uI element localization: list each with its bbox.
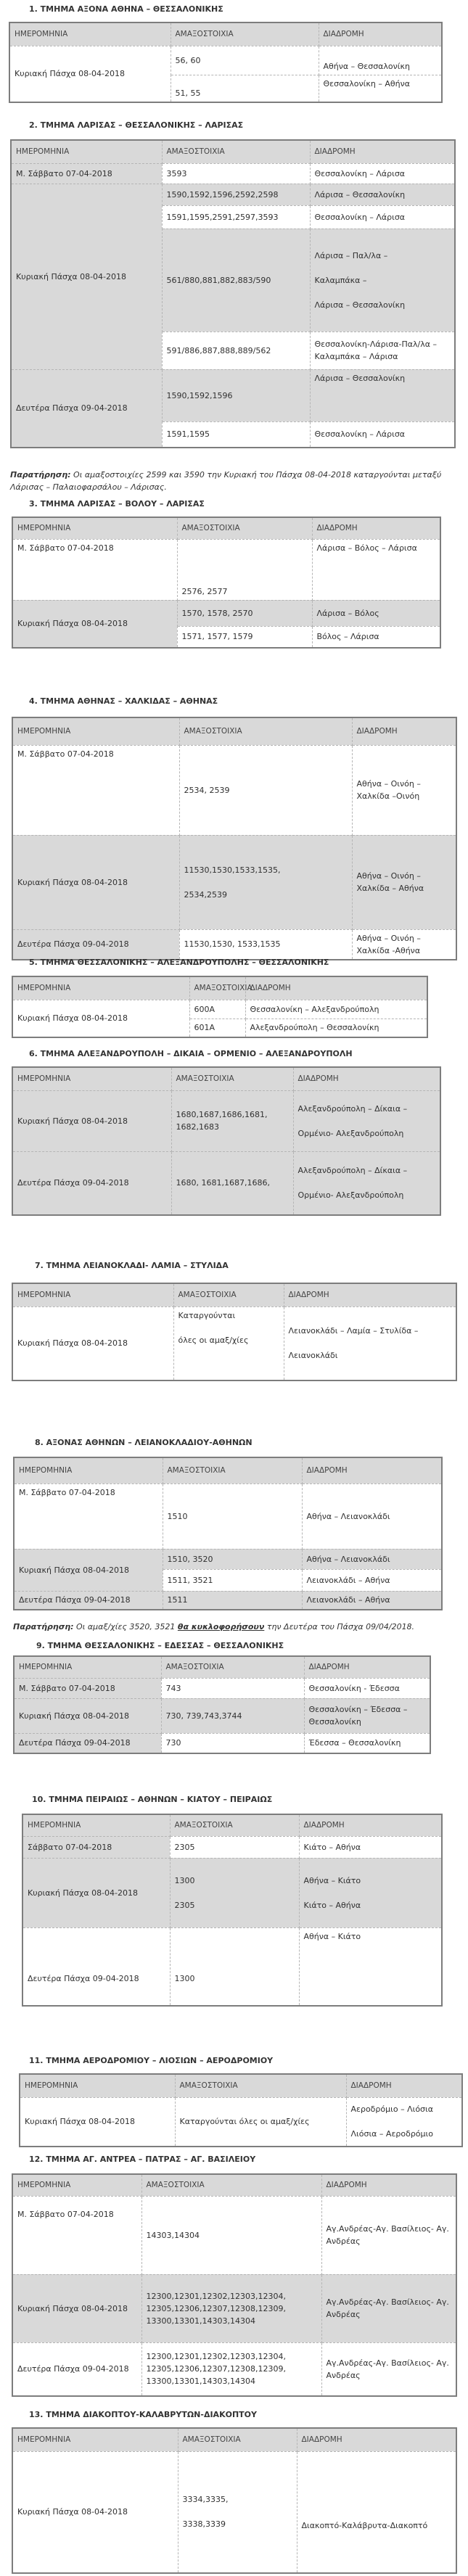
route-line: Λάρισα – Παλ/λα – [314, 250, 388, 260]
section-11-table [19, 2073, 463, 2147]
header-date: ΗΜΕΡΟΜΗΝΙΑ [12, 517, 177, 539]
header-train: ΑΜΑΞΟΣΤΟΙΧΙΑ [178, 2428, 297, 2451]
date-cell: Δευτέρα Πάσχα 09-04-2018 [22, 1927, 170, 2006]
table-row [22, 1836, 442, 1858]
route-cell: Θεσσαλονίκη – Λάρισα [310, 421, 455, 448]
route-line: Αγ.Ανδρέας-Αγ. Βασίλειος- Αγ. [326, 2297, 449, 2307]
train-cell [173, 1306, 284, 1380]
train-cell: 601Α [189, 1019, 245, 1037]
table-row [20, 2097, 462, 2147]
note-label: Παρατήρηση: [13, 1622, 74, 1631]
train-cell: 1510 [163, 1484, 302, 1549]
header-train: ΑΜΑΞΟΣΤΟΙΧΙΑ [189, 976, 245, 1000]
train-line: 13300,13301,14303,14304 [146, 2316, 255, 2326]
header-date: ΗΜΕΡΟΜΗΝΙΑ [11, 140, 162, 163]
table-header-row [12, 517, 440, 539]
date-cell: Κυριακή Πάσχα 08-04-2018 [9, 46, 171, 102]
table-header-row [14, 1656, 430, 1678]
train-cell: Καταργούνται όλες οι αμαξ/χίες [175, 2097, 346, 2147]
train-cell: 3593 [162, 163, 310, 184]
header-route: ΔΙΑΔΡΟΜΗ [299, 1814, 442, 1836]
date-cell: Δευτέρα Πάσχα 09-04-2018 [14, 1733, 161, 1753]
train-cell: 1570, 1578, 2570 [177, 600, 312, 626]
train-line: 2305 [174, 1900, 195, 1910]
section-9-table [13, 1655, 431, 1754]
section-10-table [22, 1814, 443, 2007]
table-row [12, 745, 456, 835]
route-cell [321, 2274, 456, 2342]
section-6-table [12, 1066, 441, 1216]
section-13-title: 13. ΤΜΗΜΑ ΔΙΑΚΟΠΤΟΥ-ΚΑΛΑΒΡΥΤΩΝ-ΔΙΑΚΟΠΤΟΥ [29, 2410, 257, 2419]
header-date: ΗΜΕΡΟΜΗΝΙΑ [12, 2428, 178, 2451]
header-train: ΑΜΑΞΟΣΤΟΙΧΙΑ [179, 717, 352, 745]
section-7-table [12, 1283, 457, 1381]
route-cell [310, 332, 455, 369]
train-cell: 730, 739,743,3744 [161, 1698, 304, 1733]
section-8-note [13, 1621, 456, 1633]
table-row [11, 369, 455, 421]
header-train: ΑΜΑΞΟΣΤΟΙΧΙΑ [162, 140, 310, 163]
train-cell: 1511, 3521 [163, 1569, 302, 1591]
section-10-title: 10. ΤΜΗΜΑ ΠΕΙΡΑΙΩΣ – ΑΘΗΝΩΝ – ΚΙΑΤΟΥ – ΠΕΙΡΑΙΩΣ [32, 1795, 273, 1804]
train-cell: 1511 [163, 1591, 302, 1610]
header-route: ΔΙΑΔΡΟΜΗ [352, 717, 456, 745]
section-13-table [12, 2427, 457, 2574]
route-line: Λάρισα – Θεσσαλονίκη [314, 300, 406, 310]
header-train: ΑΜΑΞΟΣΤΟΙΧΙΑ [173, 1283, 284, 1306]
train-cell: 1591,1595 [162, 421, 310, 448]
date-cell: Κυριακή Πάσχα 08-04-2018 [14, 1698, 161, 1733]
route-cell: Διακοπτό-Καλάβρυτα-Διακοπτό [297, 2451, 456, 2573]
route-cell: Κιάτο – Αθήνα [299, 1836, 442, 1858]
train-line: 11530,1530,1533,1535, [184, 865, 281, 875]
train-line: 3334,3335, [182, 2495, 229, 2505]
train-cell: 2305 [170, 1836, 299, 1858]
route-line: Ανδρέας [326, 2236, 361, 2246]
table-header-row [22, 1814, 442, 1836]
route-line: Ανδρέας [326, 2310, 361, 2319]
route-cell: Λειανοκλάδι – Αθήνα [302, 1591, 442, 1610]
header-route: ΔΙΑΔΡΟΜΗ [346, 2074, 462, 2097]
header-date: ΗΜΕΡΟΜΗΝΙΑ [9, 22, 171, 46]
table-row [12, 2196, 456, 2274]
route-cell [310, 229, 455, 332]
train-cell: 2534, 2539 [179, 745, 352, 835]
table-row [12, 835, 456, 929]
route-cell: Αθήνα – Οινόη – Χαλκίδα -Αθήνα [352, 929, 456, 960]
train-line: 12300,12301,12302,12303,12304, [146, 2352, 286, 2362]
section-3-table [12, 517, 441, 649]
date-cell: Δευτέρα Πάσχα 09-04-2018 [12, 2342, 141, 2396]
table-row [14, 1733, 430, 1753]
date-cell: Μ. Σάββατο 07-04-2018 [14, 1678, 161, 1698]
route-line: Ανδρέας [326, 2370, 361, 2380]
date-cell: Μ. Σάββατο 07-04-2018 [11, 163, 162, 184]
section-4-title: 4. ΤΜΗΜΑ ΑΘΗΝΑΣ – ΧΑΛΚΙΔΑΣ – ΑΘΗΝΑΣ [29, 696, 218, 706]
date-cell: Κυριακή Πάσχα 08-04-2018 [12, 1306, 173, 1380]
date-cell: Κυριακή Πάσχα 08-04-2018 [12, 2274, 141, 2342]
route-line: Ορμένιο- Αλεξανδρούπολη [297, 1128, 404, 1138]
train-cell: 14303,14304 [141, 2196, 321, 2274]
train-line: 1300 [174, 1875, 195, 1885]
route-cell: Αθήνα – Κιάτο [299, 1927, 442, 2006]
table-row [12, 1306, 456, 1380]
date-cell: Κυριακή Πάσχα 08-04-2018 [12, 1000, 189, 1037]
train-cell: 561/880,881,882,883/590 [162, 229, 310, 332]
section-7-title: 7. ΤΜΗΜΑ ΛΕΙΑΝΟΚΛΑΔΙ- ΛΑΜΙΑ – ΣΤΥΛΙΔΑ [35, 1261, 229, 1270]
table-header-row [12, 1283, 456, 1306]
table-row [12, 2274, 456, 2342]
table-row [11, 163, 455, 184]
route-line: Θεσσαλονίκη-Λάρισα-Παλ/λα – [314, 340, 437, 349]
table-header-row [11, 140, 455, 163]
note-text: την Δευτέρα του Πάσχα 09/04/2018. [264, 1622, 415, 1631]
date-cell: Κυριακή Πάσχα 08-04-2018 [12, 600, 177, 648]
table-header-row [12, 717, 456, 745]
train-cell: 2576, 2577 [177, 539, 312, 600]
header-date: ΗΜΕΡΟΜΗΝΙΑ [12, 717, 179, 745]
route-line: Αλεξανδρούπολη – Δίκαια – [297, 1166, 408, 1176]
table-header-row [12, 1067, 440, 1090]
route-line: Λιόσια – Αεροδρόμιο [350, 2129, 433, 2139]
section-8-title: 8. ΑΞΟΝΑΣ ΑΘΗΝΩΝ – ΛΕΙΑΝΟΚΛΑΔΙΟΥ-ΑΘΗΝΩΝ [35, 1438, 253, 1447]
section-5-table [12, 976, 428, 1038]
section-8-table [13, 1457, 443, 1610]
section-12-title: 12. ΤΜΗΜΑ ΑΓ. ΑΝΤΡΕΑ – ΠΑΤΡΑΣ – ΑΓ. ΒΑΣΙΛΕΙΟΥ [29, 2155, 256, 2164]
section-2-table [10, 139, 456, 448]
route-cell [293, 1151, 440, 1215]
route-line: Ορμένιο- Αλεξανδρούπολη [297, 1190, 404, 1201]
route-cell: Θεσσαλονίκη – Αθήνα [319, 75, 442, 102]
date-cell: Δευτέρα Πάσχα 09-04-2018 [12, 929, 179, 960]
train-line: όλες οι αμαξ/χίες [178, 1335, 249, 1345]
route-cell: Λειανοκλάδι – Αθήνα [302, 1569, 442, 1591]
train-cell: 1680, 1681,1687,1686, [171, 1151, 293, 1215]
header-route: ΔΙΑΔΡΟΜΗ [321, 2174, 456, 2196]
header-route: ΔΙΑΔΡΟΜΗ [293, 1067, 440, 1090]
note-emphasis: θα κυκλοφορήσουν [177, 1622, 265, 1631]
train-line: 1682,1683 [176, 1122, 219, 1132]
table-row [14, 1698, 430, 1733]
train-cell: 1510, 3520 [163, 1549, 302, 1569]
table-row [12, 539, 440, 600]
date-cell: Δευτέρα Πάσχα 09-04-2018 [12, 1151, 171, 1215]
train-cell: 56, 60 [171, 46, 319, 75]
route-line: Αθήνα – Κιάτο [303, 1875, 361, 1885]
table-row [12, 2451, 456, 2573]
train-cell: 11530,1530, 1533,1535 [179, 929, 352, 960]
route-cell [284, 1306, 456, 1380]
date-cell: Κυριακή Πάσχα 08-04-2018 [22, 1858, 170, 1927]
route-cell: Αθήνα – Οινόη – Χαλκίδα –Οινόη [352, 745, 456, 835]
table-row [12, 929, 456, 960]
route-line: Αγ.Ανδρέας-Αγ. Βασίλειος- Αγ. [326, 2224, 449, 2234]
route-line: Καλαμπάκα – [314, 275, 367, 285]
route-cell: Βόλος – Λάρισα [312, 626, 440, 648]
route-cell: Αλεξανδρούπολη – Θεσσαλονίκη [245, 1019, 427, 1037]
route-cell: Αθήνα – Λειανοκλάδι [302, 1484, 442, 1549]
train-cell [178, 2451, 297, 2573]
route-cell: Θεσσαλονίκη - Έδεσσα [304, 1678, 430, 1698]
route-cell: Λάρισα – Βόλος – Λάρισα [312, 539, 440, 600]
note-label: Παρατήρηση: [10, 470, 71, 480]
route-cell [293, 1090, 440, 1151]
table-row [14, 1549, 442, 1569]
date-cell: Κυριακή Πάσχα 08-04-2018 [12, 835, 179, 929]
header-train: ΑΜΑΞΟΣΤΟΙΧΙΑ [171, 1067, 293, 1090]
section-5-title: 5. ΤΜΗΜΑ ΘΕΣΣΑΛΟΝΙΚΗΣ – ΑΛΕΞΑΝΔΡΟΥΠΟΛΗΣ – ΘΕΣΣΑΛΟΝΙΚΗΣ [29, 958, 329, 967]
train-line: 13300,13301,14303,14304 [146, 2377, 255, 2387]
note-text: Λάρισας – Παλαιοφαρσάλου – Λάρισας. [10, 482, 167, 493]
header-route: ΔΙΑΔΡΟΜΗ [297, 2428, 456, 2451]
header-date: ΗΜΕΡΟΜΗΝΙΑ [14, 1457, 163, 1484]
train-cell: 1590,1592,1596,2592,2598 [162, 184, 310, 205]
train-cell: 600Α [189, 1000, 245, 1019]
note-text: Οι αμαξοστοιχίες 2599 και 3590 την Κυριακή του Πάσχα 08-04-2018 καταργούνται μεταξύ [70, 470, 442, 480]
note-text: Οι αμαξ/χίες 3520, 3521 [73, 1622, 178, 1631]
route-cell: Θεσσαλονίκη – Λάρισα [310, 205, 455, 229]
header-train: ΑΜΑΞΟΣΤΟΙΧΙΑ [177, 517, 312, 539]
train-cell [170, 1858, 299, 1927]
route-line: Καλαμπάκα – Λάρισα [314, 352, 398, 361]
train-line: 2534,2539 [184, 889, 227, 900]
route-cell: Αθήνα – Λειανοκλάδι [302, 1549, 442, 1569]
train-line: 12300,12301,12302,12303,12304, [146, 2291, 286, 2301]
table-header-row [12, 2428, 456, 2451]
date-cell: Σάββατο 07-04-2018 [22, 1836, 170, 1858]
header-train: ΑΜΑΞΟΣΤΟΙΧΙΑ [170, 1814, 299, 1836]
route-cell [321, 2196, 456, 2274]
header-route: ΔΙΑΔΡΟΜΗ [304, 1656, 430, 1678]
route-cell: Λάρισα – Θεσσαλονίκη [310, 184, 455, 205]
table-row [9, 46, 442, 75]
train-cell [141, 2274, 321, 2342]
table-header-row [9, 22, 442, 46]
table-header-row [20, 2074, 462, 2097]
route-line: Θεσσαλονίκη [308, 1717, 361, 1727]
header-train: ΑΜΑΞΟΣΤΟΙΧΙΑ [163, 1457, 302, 1484]
table-row [14, 1678, 430, 1698]
table-row [22, 1858, 442, 1927]
table-header-row [12, 2174, 456, 2196]
header-date: ΗΜΕΡΟΜΗΝΙΑ [22, 1814, 170, 1836]
table-row [11, 184, 455, 205]
route-cell: Θεσσαλονίκη – Λάρισα [310, 163, 455, 184]
train-cell: 1590,1592,1596 [162, 369, 310, 421]
date-cell: Δευτέρα Πάσχα 09-04-2018 [14, 1591, 163, 1610]
train-cell: 1300 [170, 1927, 299, 2006]
train-cell [171, 1090, 293, 1151]
header-date: ΗΜΕΡΟΜΗΝΙΑ [12, 976, 189, 1000]
section-2-title: 2. ΤΜΗΜΑ ΛΑΡΙΣΑΣ – ΘΕΣΣΑΛΟΝΙΚΗΣ – ΛΑΡΙΣΑΣ [29, 120, 244, 130]
table-row [12, 2342, 456, 2396]
date-cell: Κυριακή Πάσχα 08-04-2018 [20, 2097, 175, 2147]
route-line: Αγ.Ανδρέας-Αγ. Βασίλειος- Αγ. [326, 2358, 449, 2368]
train-line: 1680,1687,1686,1681, [176, 1110, 268, 1119]
header-route: ΔΙΑΔΡΟΜΗ [284, 1283, 456, 1306]
table-row [12, 1090, 440, 1151]
train-cell: 730 [161, 1733, 304, 1753]
train-cell [141, 2342, 321, 2396]
train-cell [179, 835, 352, 929]
section-2-note [10, 469, 454, 493]
header-date: ΗΜΕΡΟΜΗΝΙΑ [20, 2074, 175, 2097]
route-cell: Αθήνα – Θεσσαλονίκη [319, 46, 442, 75]
section-1-title: 1. ΤΜΗΜΑ ΑΞΟΝΑ ΑΘΗΝΑ – ΘΕΣΣΑΛΟΝΙΚΗΣ [29, 4, 223, 14]
section-4-table [12, 717, 457, 960]
table-row [12, 600, 440, 626]
header-route: ΔΙΑΔΡΟΜΗ [319, 22, 442, 46]
date-cell: Δευτέρα Πάσχα 09-04-2018 [11, 369, 162, 448]
train-cell: 1571, 1577, 1579 [177, 626, 312, 648]
route-cell: Λάρισα – Βόλος [312, 600, 440, 626]
table-row [22, 1927, 442, 2006]
train-line: Καταργούνται [178, 1310, 236, 1320]
route-cell [321, 2342, 456, 2396]
header-train: ΑΜΑΞΟΣΤΟΙΧΙΑ [141, 2174, 321, 2196]
section-9-title: 9. ΤΜΗΜΑ ΘΕΣΣΑΛΟΝΙΚΗΣ – ΕΔΕΣΣΑΣ – ΘΕΣΣΑΛΟΝΙΚΗΣ [36, 1641, 284, 1650]
train-line: 12305,12306,12307,12308,12309, [146, 2303, 286, 2313]
section-11-title: 11. ΤΜΗΜΑ ΑΕΡΟΔΡΟΜΙΟΥ – ΛΙΟΣΙΩΝ – ΑΕΡΟΔΡΟΜΙΟΥ [29, 2056, 274, 2065]
header-date: ΗΜΕΡΟΜΗΝΙΑ [12, 1283, 173, 1306]
table-row [12, 1151, 440, 1215]
train-line: 3338,3339 [182, 2519, 226, 2530]
date-cell: Κυριακή Πάσχα 08-04-2018 [14, 1549, 163, 1591]
train-cell: 743 [161, 1678, 304, 1698]
table-row [14, 1591, 442, 1610]
header-route: ΔΙΑΔΡΟΜΗ [312, 517, 440, 539]
header-train: ΑΜΑΞΟΣΤΟΙΧΙΑ [175, 2074, 346, 2097]
date-cell: Μ. Σάββατο 07-04-2018 [14, 1484, 163, 1549]
route-cell [299, 1858, 442, 1927]
route-cell [346, 2097, 462, 2147]
route-cell [304, 1698, 430, 1733]
route-line: Αεροδρόμιο – Λιόσια [350, 2104, 433, 2115]
section-6-title: 6. ΤΜΗΜΑ ΑΛΕΞΑΝΔΡΟΥΠΟΛΗ – ΔΙΚΑΙΑ – ΟΡΜΕΝΙΟ – ΑΛΕΞΑΝΔΡΟΥΠΟΛΗ [29, 1049, 353, 1058]
route-line: Θεσσαλονίκη – Έδεσσα – [308, 1705, 408, 1714]
train-cell: 1591,1595,2591,2597,3593 [162, 205, 310, 229]
header-date: ΗΜΕΡΟΜΗΝΙΑ [12, 2174, 141, 2196]
route-line: Κιάτο – Αθήνα [303, 1900, 361, 1910]
route-cell: Θεσσαλονίκη – Αλεξανδρούπολη [245, 1000, 427, 1019]
header-route: ΔΙΑΔΡΟΜΗ [310, 140, 455, 163]
table-header-row [14, 1457, 442, 1484]
header-route: ΔΙΑΔΡΟΜΗ [245, 976, 427, 1000]
header-train: ΑΜΑΞΟΣΤΟΙΧΙΑ [171, 22, 319, 46]
section-1-table [9, 22, 443, 103]
section-12-table [12, 2173, 457, 2397]
route-cell: Λάρισα – Θεσσαλονίκη [310, 369, 455, 421]
train-cell: 591/886,887,888,889/562 [162, 332, 310, 369]
table-row [14, 1484, 442, 1549]
date-cell: Μ. Σάββατο 07-04-2018 [12, 539, 177, 600]
route-line: Λειανοκλάδι [288, 1351, 338, 1361]
header-train: ΑΜΑΞΟΣΤΟΙΧΙΑ [161, 1656, 304, 1678]
train-line: 12305,12306,12307,12308,12309, [146, 2364, 286, 2374]
route-line: Αλεξανδρούπολη – Δίκαια – [297, 1103, 408, 1114]
header-date: ΗΜΕΡΟΜΗΝΙΑ [14, 1656, 161, 1678]
route-line: Λειανοκλάδι – Λαμία – Στυλίδα – [288, 1326, 419, 1336]
table-row [12, 1000, 427, 1019]
section-3-title: 3. ΤΜΗΜΑ ΛΑΡΙΣΑΣ – ΒΟΛΟΥ – ΛΑΡΙΣΑΣ [29, 499, 205, 509]
header-date: ΗΜΕΡΟΜΗΝΙΑ [12, 1067, 171, 1090]
train-cell: 51, 55 [171, 75, 319, 102]
date-cell: Κυριακή Πάσχα 08-04-2018 [12, 2451, 178, 2573]
header-route: ΔΙΑΔΡΟΜΗ [302, 1457, 442, 1484]
date-cell: Μ. Σάββατο 07-04-2018 [12, 2196, 141, 2274]
date-cell: Κυριακή Πάσχα 08-04-2018 [11, 184, 162, 369]
route-cell: Αθήνα – Οινόη – Χαλκίδα – Αθήνα [352, 835, 456, 929]
date-cell: Κυριακή Πάσχα 08-04-2018 [12, 1090, 171, 1151]
table-header-row [12, 976, 427, 1000]
date-cell: Μ. Σάββατο 07-04-2018 [12, 745, 179, 835]
route-cell: Έδεσσα – Θεσσαλονίκη [304, 1733, 430, 1753]
